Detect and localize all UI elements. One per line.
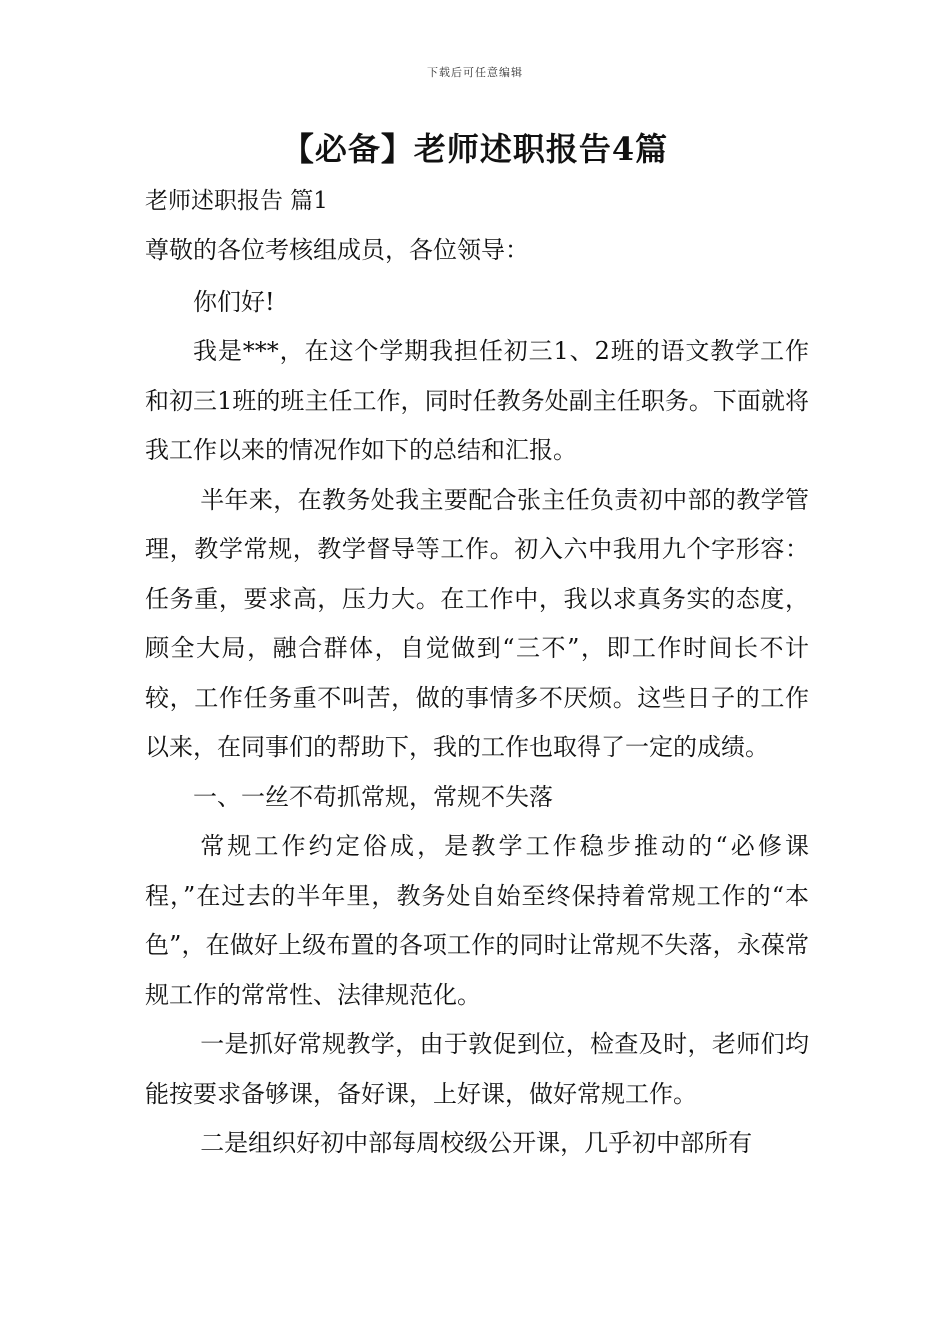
paragraph-point-two: 二是组织好初中部每周校级公开课，几乎初中部所有 [200, 1129, 753, 1157]
section-heading: 老师述职报告 篇1 [145, 188, 328, 214]
paragraph-intro: 我是***，在这个学期我担任初三1、2班的语文教学工作和初三1班的班主任工作，同时任教务处副主任职务。下面就将我工作以来的情况作如下的总结和汇报。 [145, 337, 809, 464]
header-note: 下载后可任意编辑 [427, 66, 523, 79]
paragraph-summary: 半年来，在教务处我主要配合张主任负责初中部的教学管理，教学常规，教学督导等工作。初入六中我用九个字形容：任务重，要求高，压力大。在工作中，我以求真务实的态度，顾全大局，融合群体，自觉做到“三不”，即工作时间长不计较，工作任务重不叫苦，做的事情多不厌烦。这些日子的工作以来，在同事们的帮助下，我的工作也取得了一定的成绩。 [145, 485, 809, 761]
paragraph-point-one: 一是抓好常规教学，由于敦促到位，检查及时，老师们均能按要求备够课，备好课，上好课，做好常规工作。 [145, 1030, 809, 1108]
subheading-routine: 一、一丝不苟抓常规，常规不失落 [193, 782, 553, 811]
greeting: 你们好! [193, 287, 275, 316]
document-title: 【必备】老师述职报告4篇 [281, 130, 669, 168]
paragraph-routine: 常规工作约定俗成，是教学工作稳步推动的“必修课程，”在过去的半年里，教务处自始至终保持着常规工作的“本色”，在做好上级布置的各项工作的同时让常规不失落，永葆常规工作的常常性、法律规范化。 [145, 832, 809, 1009]
document-body [145, 180, 809, 1169]
salutation: 尊敬的各位考核组成员，各位领导： [145, 236, 529, 264]
